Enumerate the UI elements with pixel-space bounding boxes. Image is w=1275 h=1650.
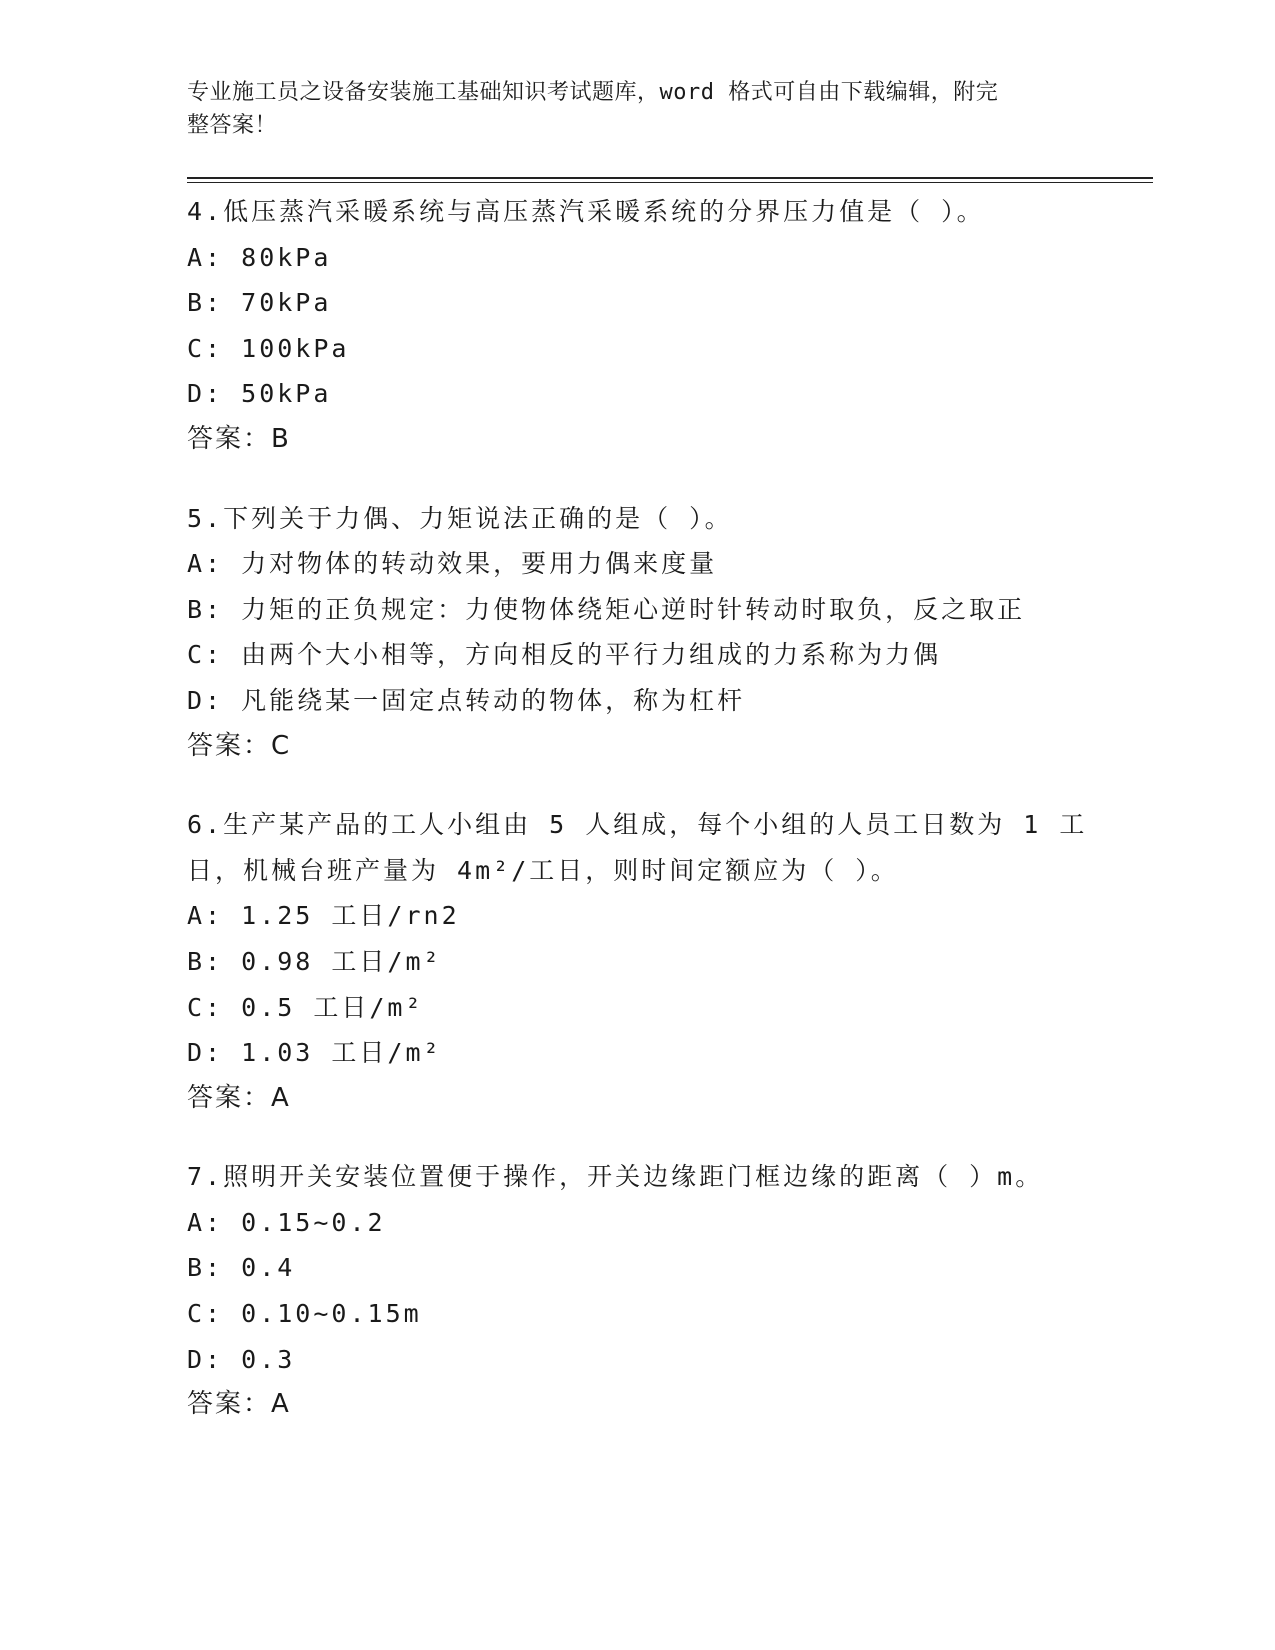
option-b: B: 0.98 工日/m² xyxy=(187,946,442,976)
question-stem xyxy=(187,1154,1067,1200)
question-stem xyxy=(187,802,1088,893)
option-d: D: 1.03 工日/m² xyxy=(187,1038,442,1068)
question-stem xyxy=(187,189,1067,235)
option-a: A: 1.25 工日/rn2 xyxy=(187,901,460,931)
question-5 xyxy=(187,496,1067,770)
question-stem-line: 日，机械台班产量为 4m²/工日，则时间定额应为（ ）。 xyxy=(187,855,899,885)
question-stem xyxy=(187,496,1067,542)
question-stem-line: 7.照明开关安装位置便于操作，开关边缘距门框边缘的距离（ ）m。 xyxy=(187,1162,1044,1192)
option-c: C: 0.5 工日/m² xyxy=(187,992,424,1022)
answer-line: 答案：C xyxy=(187,730,292,761)
header-line-1: 专业施工员之设备安装施工基础知识考试题库，word 格式可自由下载编辑，附完 xyxy=(187,80,999,105)
option-d: D: 0.3 xyxy=(187,1344,296,1374)
option-d: D: 50kPa xyxy=(187,379,332,409)
question-7 xyxy=(187,1154,1067,1428)
question-list xyxy=(187,189,1088,1461)
option-a: A: 力对物体的转动效果，要用力偶来度量 xyxy=(187,549,718,579)
document-header xyxy=(187,76,1067,142)
option-d: D: 凡能绕某一固定点转动的物体，称为杠杆 xyxy=(187,685,746,715)
answer-line: 答案：A xyxy=(187,1389,291,1420)
option-c: C: 100kPa xyxy=(187,333,350,363)
header-divider xyxy=(187,177,1153,183)
option-b: B: 0.4 xyxy=(187,1253,296,1283)
question-4 xyxy=(187,189,1067,463)
header-line-2: 整答案！ xyxy=(187,113,278,138)
option-c: C: 由两个大小相等，方向相反的平行力组成的力系称为力偶 xyxy=(187,640,942,670)
question-stem-line: 5.下列关于力偶、力矩说法正确的是（ ）。 xyxy=(187,503,733,533)
question-stem-line: 4.低压蒸汽采暖系统与高压蒸汽采暖系统的分界压力值是（ ）。 xyxy=(187,197,985,226)
option-b: B: 力矩的正负规定：力使物体绕矩心逆时针转动时取负，反之取正 xyxy=(187,594,1026,624)
option-c: C: 0.10~0.15m xyxy=(187,1299,422,1329)
option-b: B: 70kPa xyxy=(187,288,332,318)
answer-line: 答案：A xyxy=(187,1082,291,1113)
answer-line: 答案：B xyxy=(187,423,291,454)
question-6 xyxy=(187,802,1088,1121)
option-a: A: 80kPa xyxy=(187,242,332,272)
question-stem-line: 6.生产某产品的工人小组由 5 人组成，每个小组的人员工日数为 1 工 xyxy=(187,810,1088,840)
option-a: A: 0.15~0.2 xyxy=(187,1207,386,1237)
